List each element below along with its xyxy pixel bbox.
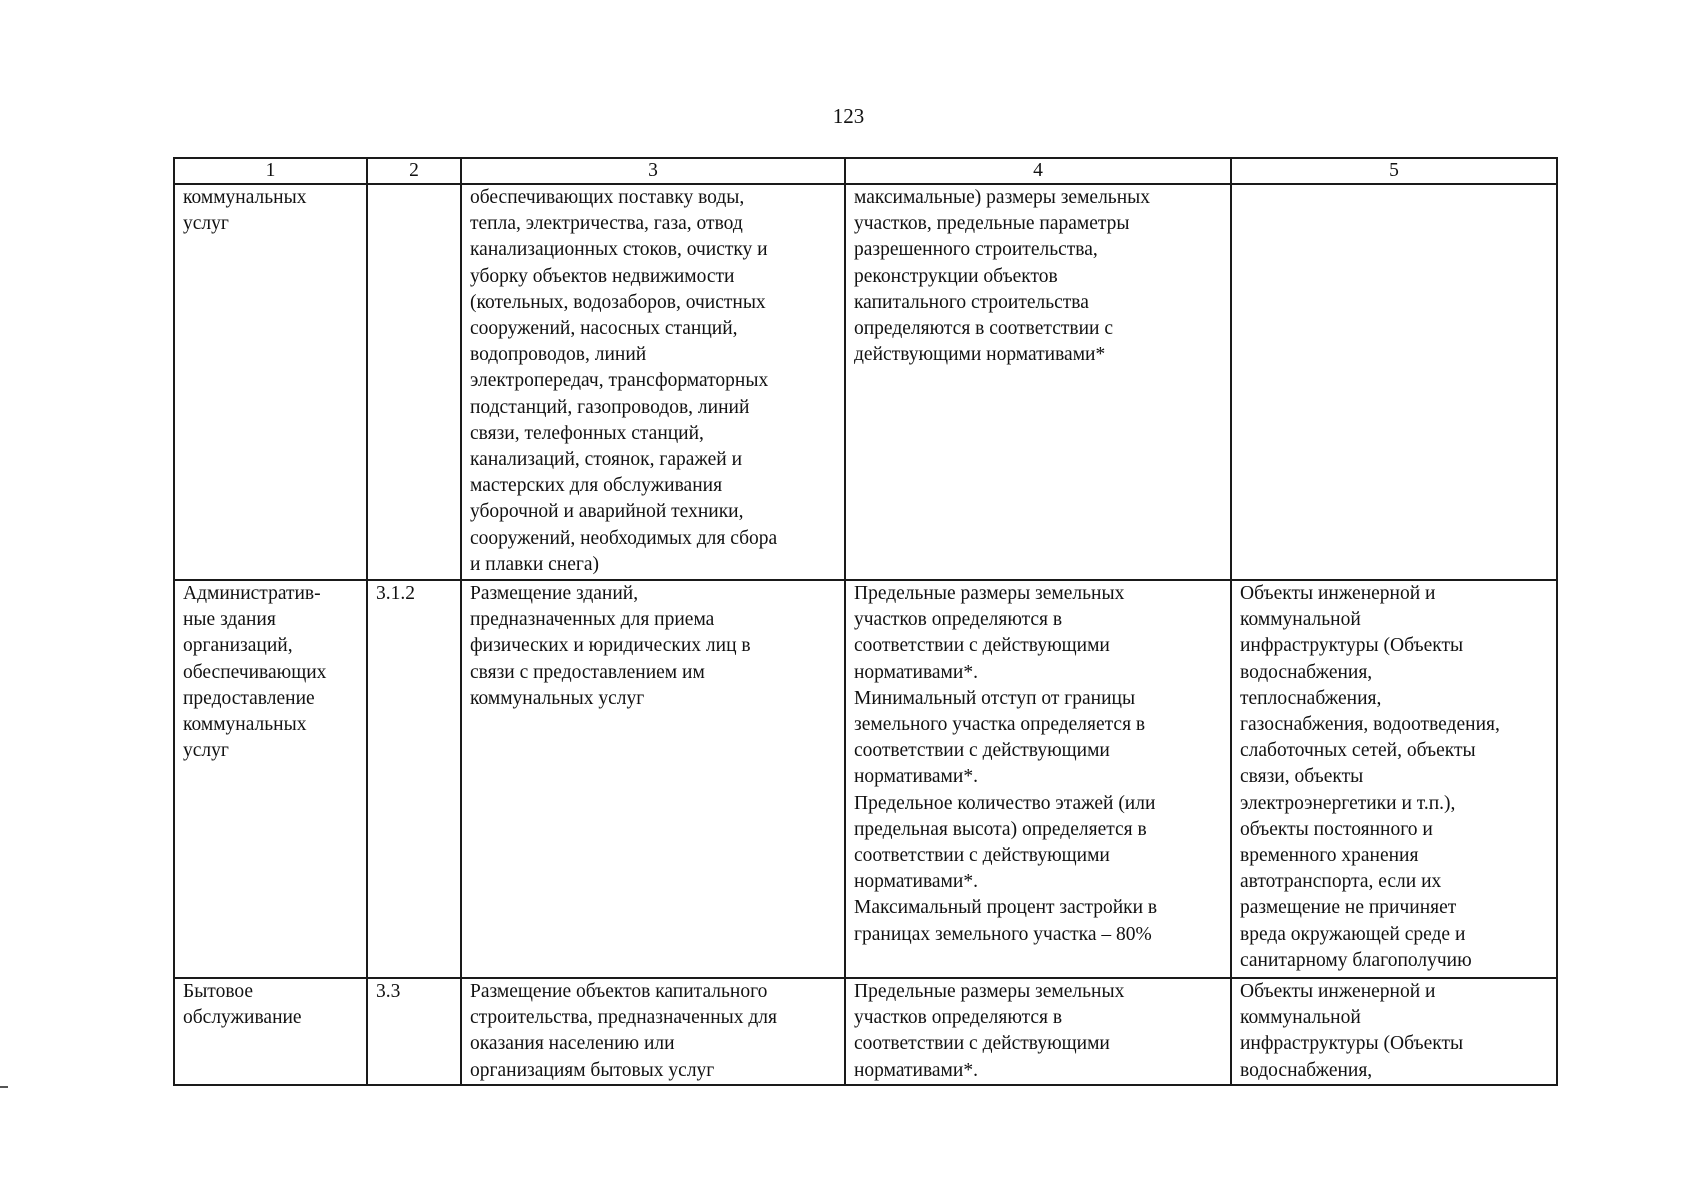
cell-text-line: размещение не причиняет xyxy=(1240,897,1457,919)
cell-text-line: водоснабжения, xyxy=(1240,661,1373,683)
cell-text-line: уборку объектов недвижимости xyxy=(470,265,735,287)
cell-parameters xyxy=(845,184,1231,580)
cell-text-line: соответствии с действующими xyxy=(854,845,1110,867)
cell-text-line: объекты постоянного и xyxy=(1240,818,1433,840)
cell-text-line: санитарному благополучию xyxy=(1240,949,1472,971)
cell-text-line: определяются в соответствии с xyxy=(854,318,1113,340)
cell-text-line: теплоснабжения, xyxy=(1240,687,1382,709)
cell-text-line: временного хранения xyxy=(1240,845,1419,867)
cell-text-line: услуг xyxy=(183,740,229,762)
cell-text-line: Предельные размеры земельных xyxy=(854,981,1125,1002)
cell-text-line: разрешенного строительства, xyxy=(854,239,1098,261)
cell-code xyxy=(367,978,461,1085)
table-row xyxy=(174,580,1557,978)
cell-text-line: услуг xyxy=(183,213,229,235)
table-header-row xyxy=(174,158,1557,184)
cell-text-line: Бытовое xyxy=(183,981,254,1002)
cell-text-line: земельного участка определяется в xyxy=(854,714,1146,736)
cell-text-line: нормативами*. xyxy=(854,661,978,683)
cell-text-line: связи, телефонных станций, xyxy=(470,422,704,444)
cell-text-line: участков определяются в xyxy=(854,1007,1063,1029)
cell-text-line: Максимальный процент застройки в xyxy=(854,897,1158,919)
cell-text-line: максимальные) размеры земельных xyxy=(854,187,1150,208)
cell-text-line: канализаций, стоянок, гаражей и xyxy=(470,449,743,471)
cell-text-line: автотранспорта, если их xyxy=(1240,871,1442,893)
cell-text-line: оказания населению или xyxy=(470,1033,675,1055)
table-row xyxy=(174,978,1557,1085)
cell-text-line: (котельных, водозаборов, очистных xyxy=(470,291,766,313)
cell-auxiliary-uses xyxy=(1231,580,1557,978)
cell-text-line: нормативами*. xyxy=(854,871,978,893)
cell-text-line: обеспечивающих xyxy=(183,661,327,683)
cell-text-line: капитального строительства xyxy=(854,291,1089,313)
cell-text-line: Административ- xyxy=(183,583,321,604)
cell-auxiliary-uses xyxy=(1231,978,1557,1085)
header-col-3: 3 xyxy=(461,158,845,184)
cell-text-line: электропередач, трансформаторных xyxy=(470,370,769,392)
zoning-table xyxy=(173,157,1558,1086)
header-col-2: 2 xyxy=(367,158,461,184)
cell-text-line: инфраструктуры (Объекты xyxy=(1240,635,1464,657)
cell-text-line: коммунальных xyxy=(183,714,307,736)
cell-text-line: Размещение зданий, xyxy=(470,583,639,604)
cell-use-type xyxy=(174,580,367,978)
cell-text-line: и плавки снега) xyxy=(470,553,600,575)
cell-description xyxy=(461,978,845,1085)
cell-text-line: 3.1.2 xyxy=(376,583,415,604)
cell-text-line: организаций, xyxy=(183,635,293,657)
cell-text-line: водопроводов, линий xyxy=(470,344,647,366)
cell-use-type xyxy=(174,184,367,580)
cell-text-line: нормативами*. xyxy=(854,1059,978,1081)
cell-text-line: уборочной и аварийной техники, xyxy=(470,501,744,523)
cell-text-line: границах земельного участка – 80% xyxy=(854,923,1152,945)
cell-text-line: участков определяются в xyxy=(854,609,1063,631)
cell-text-line: предназначенных для приема xyxy=(470,609,715,631)
cell-text-line: строительства, предназначенных для xyxy=(470,1007,777,1029)
cell-text-line: сооружений, насосных станций, xyxy=(470,318,738,340)
cell-text-line: подстанций, газопроводов, линий xyxy=(470,396,750,418)
cell-description xyxy=(461,184,845,580)
cell-text-line: коммунальной xyxy=(1240,1007,1361,1029)
cell-text-line: коммунальных xyxy=(183,187,307,208)
cell-text-line: организациям бытовых услуг xyxy=(470,1059,715,1081)
header-col-5: 5 xyxy=(1231,158,1557,184)
cell-text-line: водоснабжения, xyxy=(1240,1059,1373,1081)
table-container xyxy=(173,157,1558,1086)
cell-text-line: соответствии с действующими xyxy=(854,1033,1110,1055)
cell-auxiliary-uses xyxy=(1231,184,1557,580)
cell-text-line: обслуживание xyxy=(183,1007,302,1029)
cell-text-line: Предельные размеры земельных xyxy=(854,583,1125,604)
cell-text-line: обеспечивающих поставку воды, xyxy=(470,187,745,208)
cell-text-line: связи, объекты xyxy=(1240,766,1364,788)
cell-code xyxy=(367,580,461,978)
cell-text-line: коммунальных услуг xyxy=(470,687,645,709)
page-number: 123 xyxy=(832,104,865,128)
cell-text-line: электроэнергетики и т.п.), xyxy=(1240,792,1456,814)
table-row xyxy=(174,184,1557,580)
cell-text-line: мастерских для обслуживания xyxy=(470,475,723,497)
cell-text-line: действующими нормативами* xyxy=(854,344,1106,366)
cell-text-line: Объекты инженерной и xyxy=(1240,583,1436,604)
cell-text-line: инфраструктуры (Объекты xyxy=(1240,1033,1464,1055)
header-col-1: 1 xyxy=(174,158,367,184)
cell-code xyxy=(367,184,461,580)
cell-text-line: тепла, электричества, газа, отвод xyxy=(470,213,743,235)
cell-text-line: реконструкции объектов xyxy=(854,265,1058,287)
cell-text-line: коммунальной xyxy=(1240,609,1361,631)
scan-margin-mark xyxy=(0,1086,8,1088)
cell-parameters xyxy=(845,580,1231,978)
cell-use-type xyxy=(174,978,367,1085)
cell-text-line: Минимальный отступ от границы xyxy=(854,687,1136,709)
cell-text-line: нормативами*. xyxy=(854,766,978,788)
cell-text-line: предоставление xyxy=(183,687,315,709)
cell-text-line: Объекты инженерной и xyxy=(1240,981,1436,1002)
cell-text-line: соответствии с действующими xyxy=(854,635,1110,657)
cell-text-line: физических и юридических лиц в xyxy=(470,635,751,657)
cell-text-line: канализационных стоков, очистку и xyxy=(470,239,768,261)
cell-text-line: слаботочных сетей, объекты xyxy=(1240,740,1476,762)
cell-text-line: участков, предельные параметры xyxy=(854,213,1130,235)
cell-text-line: связи с предоставлением им xyxy=(470,661,705,683)
cell-text-line: ные здания xyxy=(183,609,276,631)
cell-parameters xyxy=(845,978,1231,1085)
cell-description xyxy=(461,580,845,978)
cell-text-line: соответствии с действующими xyxy=(854,740,1110,762)
cell-text-line: вреда окружающей среде и xyxy=(1240,923,1466,945)
cell-text-line: Предельное количество этажей (или xyxy=(854,792,1156,814)
cell-text-line: предельная высота) определяется в xyxy=(854,818,1147,840)
cell-text-line: газоснабжения, водоотведения, xyxy=(1240,714,1500,736)
cell-text-line: 3.3 xyxy=(376,981,401,1002)
header-col-4: 4 xyxy=(845,158,1231,184)
cell-text-line: Размещение объектов капитального xyxy=(470,981,768,1002)
cell-text-line: сооружений, необходимых для сбора xyxy=(470,527,778,549)
